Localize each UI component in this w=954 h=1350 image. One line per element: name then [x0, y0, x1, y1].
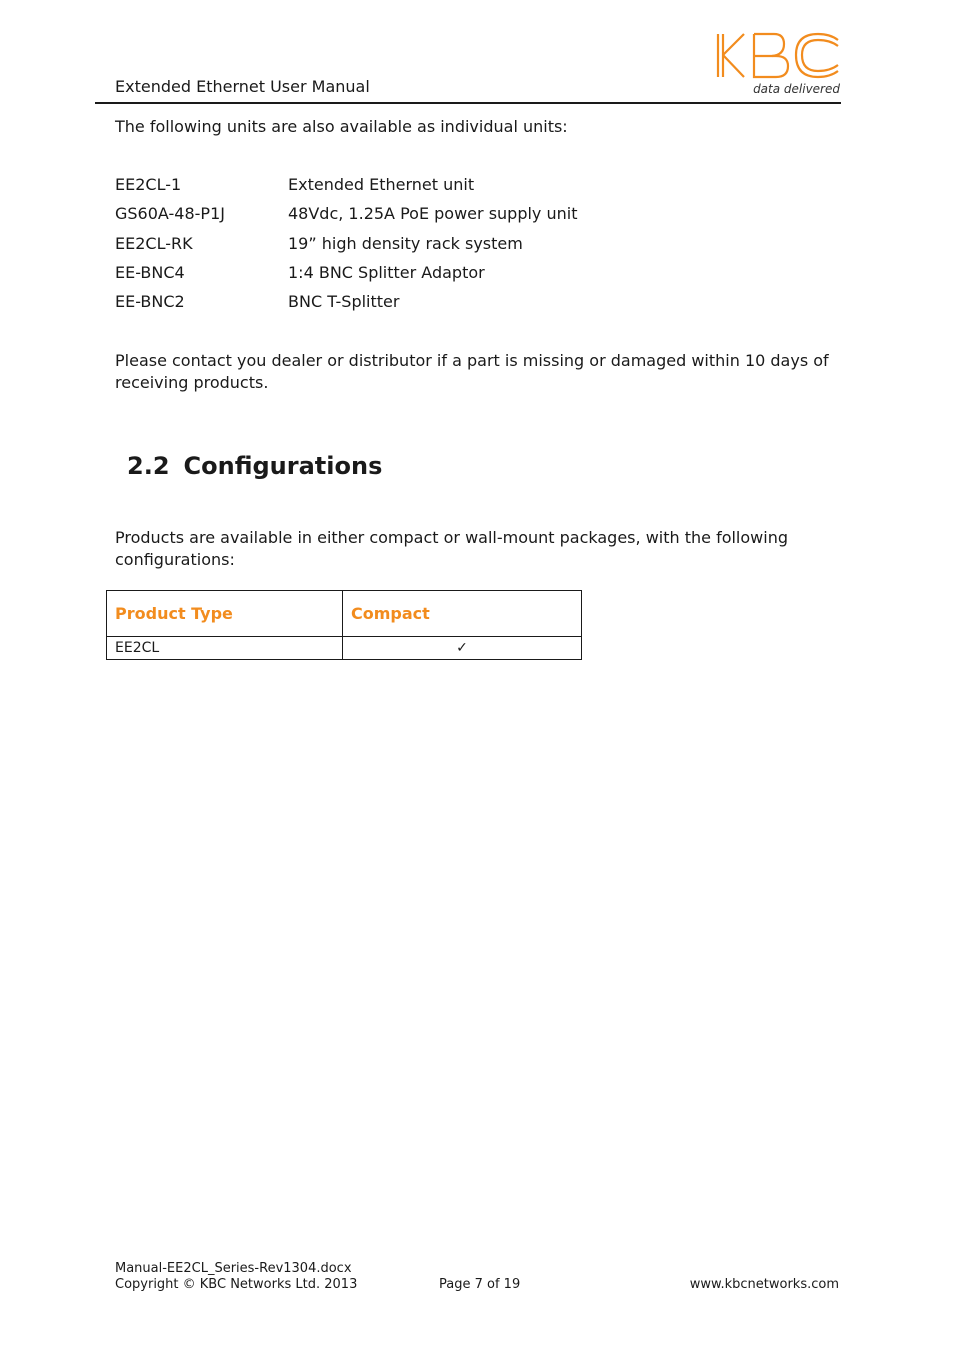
header-compact: Compact	[343, 591, 582, 637]
intro-text: The following units are also available as individual units:	[115, 117, 568, 136]
unit-row	[115, 262, 835, 284]
table-row	[107, 637, 582, 660]
unit-description: 48Vdc, 1.25A PoE power supply unit	[288, 204, 578, 223]
footer-url: www.kbcnetworks.com	[689, 1277, 839, 1292]
unit-code: EE-BNC2	[115, 292, 185, 311]
config-table	[106, 590, 582, 660]
table-header-row	[107, 591, 582, 637]
unit-description: Extended Ethernet unit	[288, 175, 475, 194]
config-intro: Products are available in either compact or wall-mount packages, with the following configurations:	[115, 528, 788, 569]
unit-description: 19” high density rack system	[288, 234, 523, 253]
unit-code: GS60A-48-P1J	[115, 204, 225, 223]
cell-product: EE2CL	[107, 637, 343, 660]
checkmark-icon: ✓	[343, 637, 582, 660]
unit-description: 1:4 BNC Splitter Adaptor	[288, 263, 485, 282]
section-number: 2.2	[127, 452, 170, 480]
section-title: Configurations	[183, 452, 383, 480]
header-divider	[95, 102, 841, 104]
kbc-logo	[714, 31, 842, 81]
unit-code: EE2CL-RK	[115, 234, 193, 253]
unit-row	[115, 203, 835, 225]
unit-code: EE-BNC4	[115, 263, 185, 282]
header-product-type: Product Type	[107, 591, 343, 637]
unit-row	[115, 174, 835, 196]
footer-document-name: Manual-EE2CL_Series-Rev1304.docx	[115, 1261, 352, 1276]
tagline: data delivered	[753, 82, 840, 96]
unit-row	[115, 291, 835, 313]
unit-code: EE2CL-1	[115, 175, 182, 194]
unit-description: BNC T-Splitter	[288, 292, 400, 311]
section-heading	[127, 452, 382, 480]
footer-copyright: Copyright © KBC Networks Ltd. 2013	[115, 1277, 358, 1292]
footer-page-number: Page 7 of 19	[439, 1277, 521, 1292]
header-title: Extended Ethernet User Manual	[115, 77, 370, 96]
unit-row	[115, 233, 835, 255]
contact-paragraph: Please contact you dealer or distributor if a part is missing or damaged within 10 days of receiving products.	[115, 351, 829, 392]
